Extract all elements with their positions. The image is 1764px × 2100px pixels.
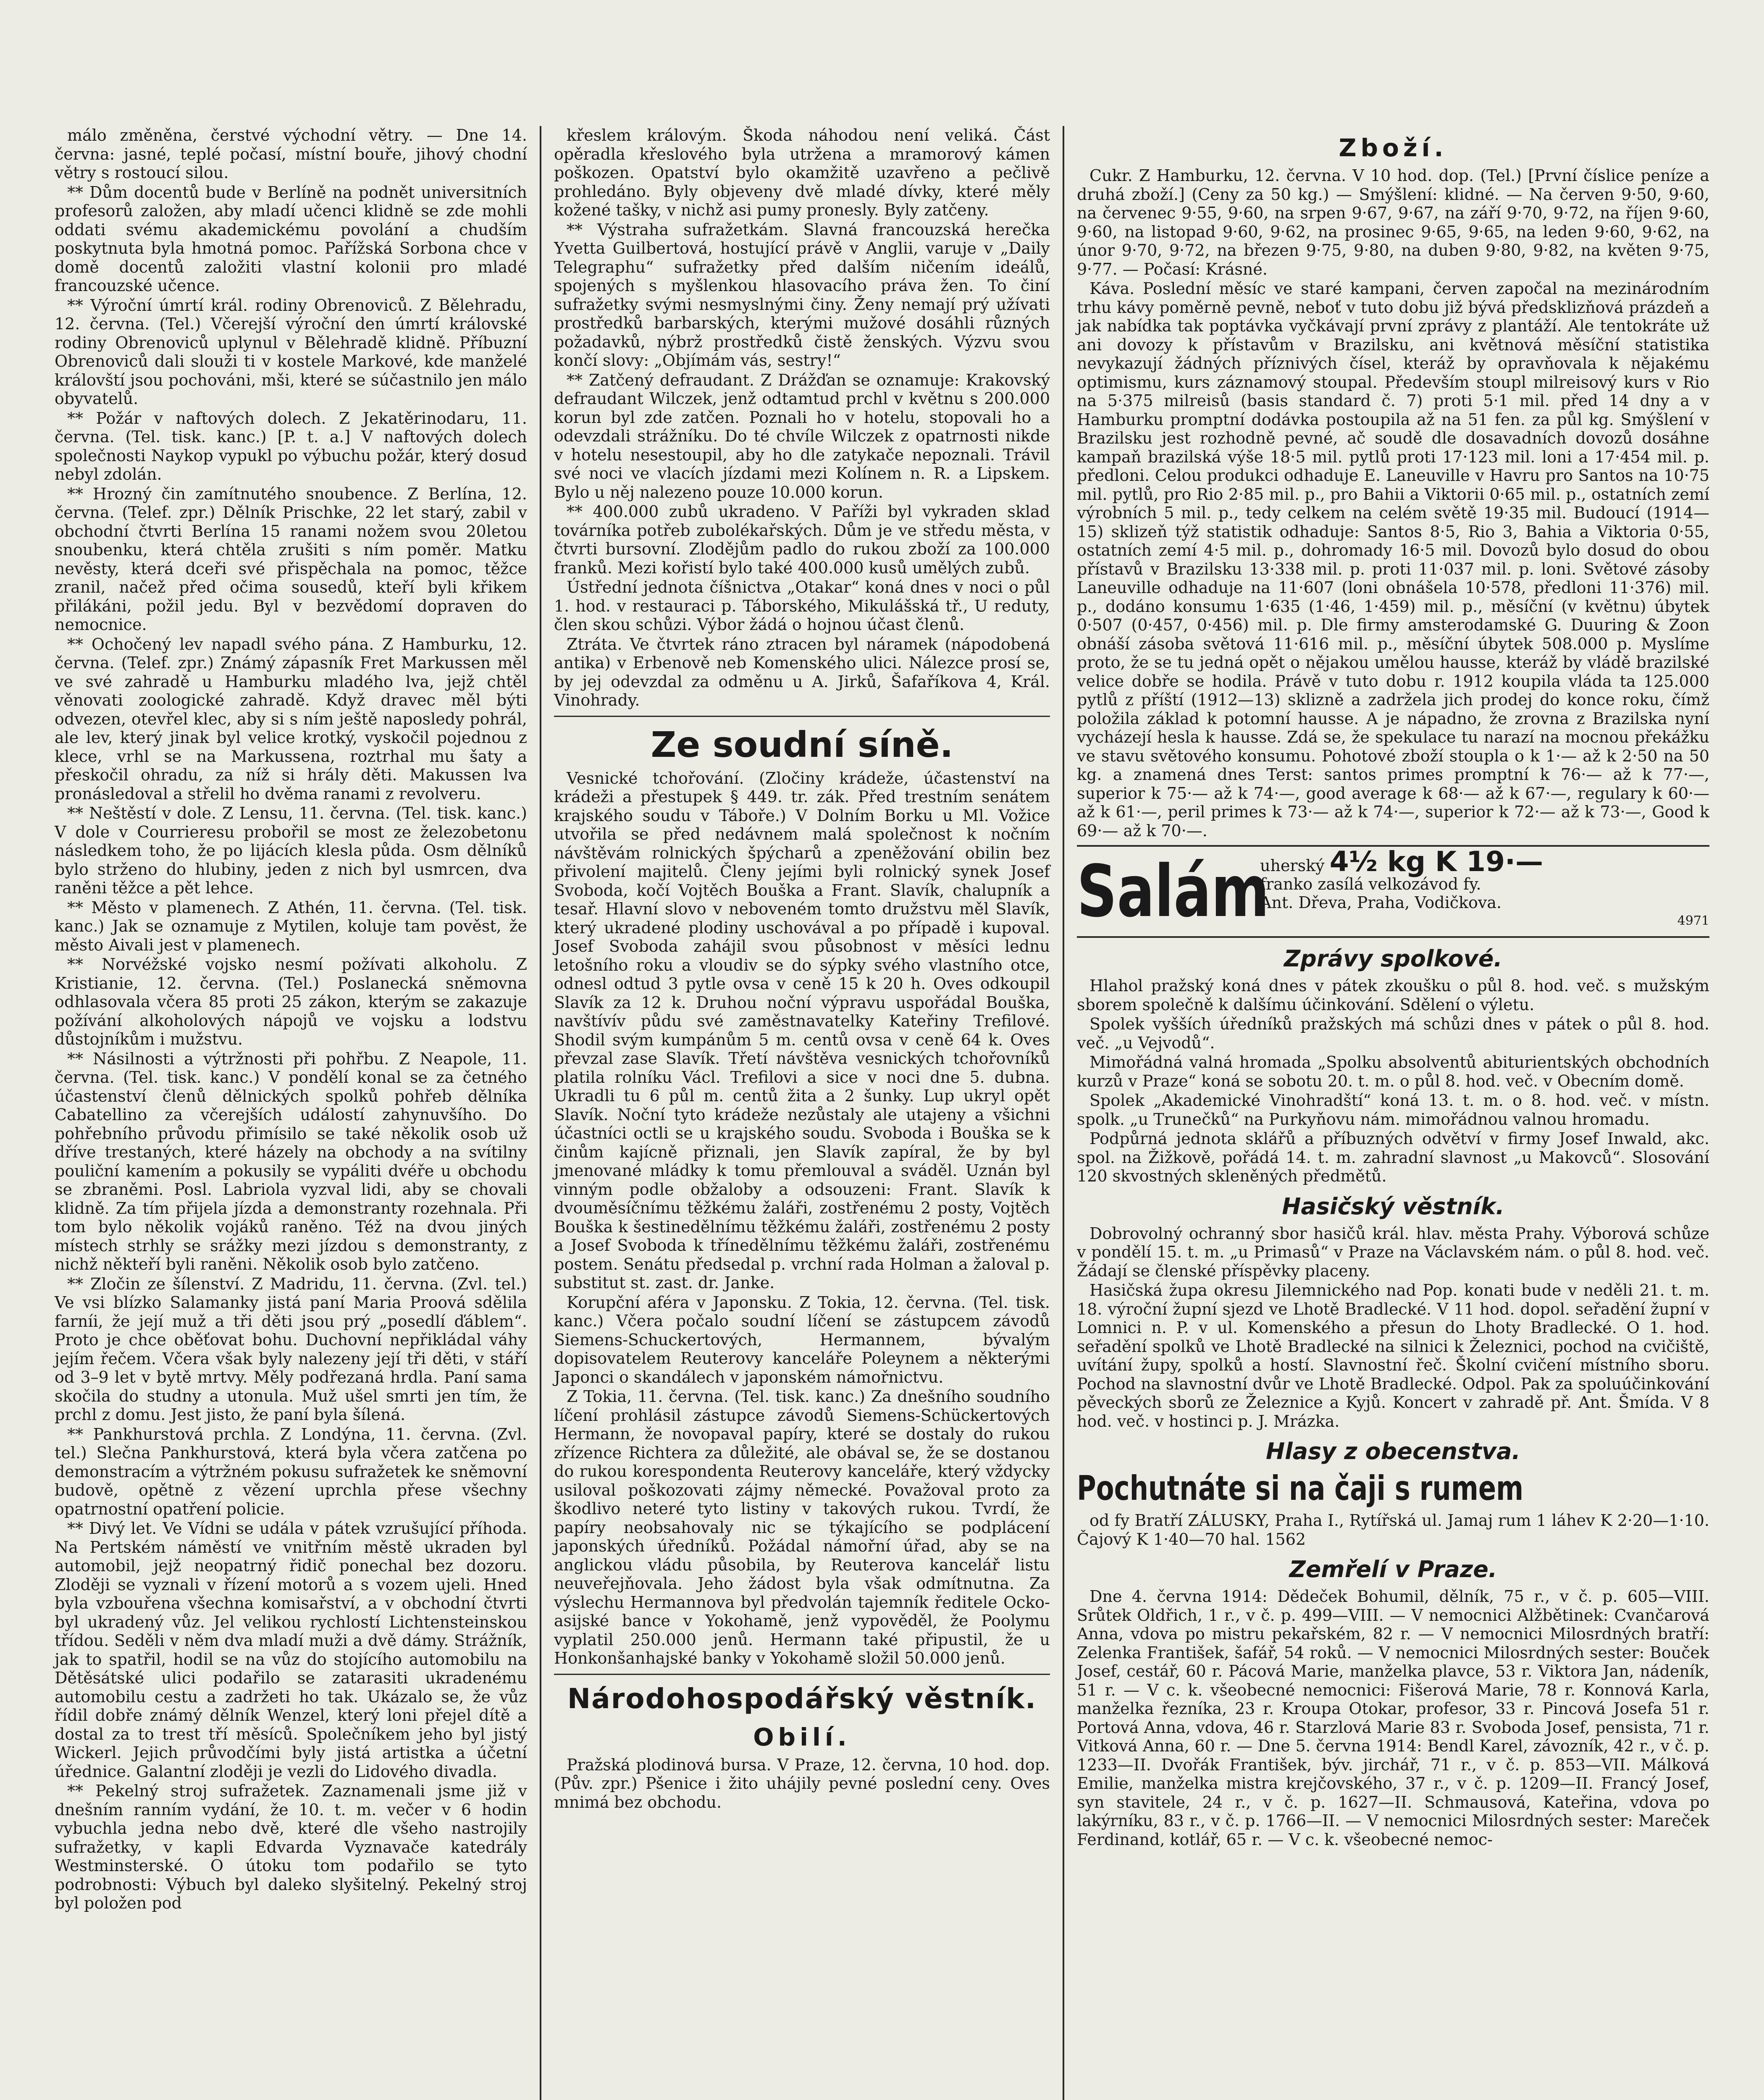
- article-paragraph: Pražská plodinová bursa. V Praze, 12. června, 10 hod. dop. (Pův. zpr.) Pšenice i žito uhájily pevné poslední ceny. Oves mnimá bez obchodu.: [554, 1755, 1050, 1811]
- article-paragraph: ** Divý let. Ve Vídni se udála v pátek vzrušující příhoda. Na Pertském náměstí ve vnitřním městě ukraden byl automobil, jejž neopatrný řidič ponechal bez dozoru. Zloději se vyznali v řízení motorů a s vozem ujeli. Hned byla vzbouřena všechna komisařství, a v obchodní čtvrti byl ukradený vůz. Jel velikou rychlostí Lichtensteinskou třídou. Seděli v něm dva mladí muži a dvě dámy. Strážník, jak to spatřil, hodil se na vůz do stojícího automobilu na Dětěsátské ulici podařilo se zatarasiti ukradenému automobilu cestu a zadržeti ho tak. Ukázalo se, že vůz řídil dobře známý dělník Wenzel, který loni přejel dítě a dostal za to trest tří měsíců. Společníkem jeho byl jistý Wickerl. Jejich průvodčími byly jistá artistka a účetní úřednice. Galantní zloději je vezli do Lidového divadla.: [55, 1519, 527, 1781]
- section-heading-economy: Národohospodářský věstník.: [567, 1682, 1037, 1715]
- section-heading-public-voices: Hlasy z obecenstva.: [1265, 1438, 1521, 1465]
- section-heading-deaths: Zemřelí v Praze.: [1289, 1556, 1497, 1583]
- ad-firm: Ant. Dřeva, Praha, Vodičkova.: [1260, 893, 1502, 912]
- article-paragraph: Hasičská župa okresu Jilemnického nad Pop. konati bude v neděli 21. t. m. 18. výroční župní sjezd ve Lhotě Bradlecké. V 11 hod. dopol. seřadění župní v Lomnici n. P. v ul. Komenského a přesun do Lhoty Bradlecké. O 1. hod. seřadění spolků ve Lhotě Bradlecké na silnici k Železnici, pochod na cvičiště, uvítání župy, spolků a hostí. Slavnostní řeč. Školní cvičení místního sboru. Pochod na slavnostní dvůr ve Lhotě Bradlecké. Odpol. Pak za spoluúčinkování pěveckých sborů ze Železnice a Kyjů. Koncert v zahradě př. Ant. Šmída. V 8 hod. več. v hostinci p. J. Mrázka.: [1077, 1281, 1709, 1431]
- section-heading-court: Ze soudní síně.: [651, 724, 953, 765]
- article-paragraph: Vesnické tchořování. (Zločiny krádeže, účastenství na krádeži a přestupek § 449. tr. zák. Před trestním senátem krajského soudu v Táboře.) V Dolním Borku u Ml. Vožice utvořila se před nedávnem malá společnost k nočním návštěvám rolnických špýcharů a zpeněžování obilin bez přivolení majitelů. Členy jejími byli rolnický synek Josef Svoboda, kočí Vojtěch Bouška a Frant. Slavík, chalupník a tesař. Hlavní slovo v neboveném tomto družstvu měl Slavík, který ukradené plodiny uschovával a po případě i kupoval. Josef Svoboda zahájil svou působnost v měsíci lednu letošního roku a vloudiv se do sýpky svého vlastního otce, odnesl odtud 3 pytle ovsa v ceně 15 k 20 h. Oves odkoupil Slavík za 12 k. Druhou noční výpravu uspořádal Bouška, navštívív půdu své zaměstnavatelky Kateřiny Trefilové. Shodil svým kumpánům 5 m. centů ovsa v ceně 64 k. Oves převzal zase Slavík. Třetí návštěva vesnických tchořovníků platila rolníku Václ. Trefilovi a sice v noci dne 5. dubna. Ukradli tu 6 půl m. centů žita a 2 šunky. Lup ukryl opět Slavík. Noční tyto krádeže nezůstaly ale utajeny a všichni účastníci octli se u krajského soudu. Svoboda i Bouška se k činům kajícně přiznali, jen Slavík zapíral, že by byl jmenované mládky k tomu přemlouval a sváděl. Uznán byl vinným podle obžaloby a odsouzeni: Frant. Slavík k dvouměsíčnímu těžkému žaláři, zostřenému 2 posty, Vojtěch Bouška k šestinedělnímu těžkému žaláři, zostřenému 2 posty a Josef Svoboda k třínedělnímu těžkému žaláři, zostřenému postem. Senátu předsedal p. vrchní rada Holman a žaloval p. substitut st. zast. dr. Janke.: [554, 769, 1050, 1292]
- article-paragraph: Hlahol pražský koná dnes v pátek zkoušku o půl 8. hod. več. s mužským sborem společně k dalšímu účinkování. Sdělení o výletu.: [1077, 976, 1709, 1014]
- article-paragraph: ** Město v plamenech. Z Athén, 11. června. (Tel. tisk. kanc.) Jak se oznamuje z Mytilen, koluje tam pověst, že město Aivali jest v plamenech.: [55, 898, 527, 954]
- notice-paragraph: Ztráta. Ve čtvrtek ráno ztracen byl náramek (nápodobená antika) v Erbenově neb Komenského ulici. Nálezce prosí se, by jej odevzdal za odměnu u A. Jirků, Šafaříkova 4, Král. Vinohrady.: [554, 635, 1050, 709]
- article-paragraph: křeslem královým. Škoda náhodou není veliká. Část opěradla křeslového byla utržena a mramorový kámen poškozen. Opatství bylo okamžitě uzavřeno a pečlivě prohledáno. Byly objeveny dvě mladé dívky, které měly kožené tašky, v nichž asi pumy pronesly. Byly zatčeny.: [554, 126, 1050, 219]
- article-paragraph: ** Násilnosti a výtržnosti při pohřbu. Z Neapole, 11. června. (Tel. tisk. kanc.) V pondělí konal se za četného účastenství členů dělnických spolků pohřeb dělníka Cabatellino za včerejších událostí zahynuvšího. Do pohřebního průvodu přimísilo se také několik osob už dříve trestaných, které házely na obchody a na svítilny pouliční kamením a pokusily se vypáliti dvéře u obchodu se zbraněmi. Posl. Labriola vyzval lidi, aby se chovali klidně. Za tím přijela jízda a demonstranty rozehnala. Při tom bylo několik vojáků raněno. Též na dvou jiných místech strhly se srážky mezi jízdou s demonstranty, z nichž někteří byli raněni. Několik osob bylo zatčeno.: [55, 1049, 527, 1273]
- weather-paragraph: málo změněna, čerstvé východní větry. — Dne 14. června: jasné, teplé počasí, místní bouře, jihový chodní větry s rostoucí silou.: [55, 126, 527, 182]
- article-paragraph: Spolek „Akademické Vinohradští“ koná 13. t. m. o 8. hod. več. v místn. spolk. „u Trunečků“ na Purkyňovu nám. mimořádnou valnou hromadu.: [1077, 1091, 1709, 1129]
- divider: [554, 1674, 1050, 1675]
- article-paragraph: Korupční aféra v Japonsku. Z Tokia, 12. června. (Tel. tisk. kanc.) Včera počalo soudní líčení se zástupcem závodů Siemens-Schuckertových, Hermannem, bývalým dopisovatelem Reuterovy kanceláře Poleynem a některými Japonci o skandálech v japonském námořnictvu.: [554, 1293, 1050, 1386]
- article-paragraph: ** Pankhurstová prchla. Z Londýna, 11. června. (Zvl. tel.) Slečna Pankhurstová, která byla včera zatčena po demonstracím a výtržném pokusu sufražetek ke sněmovní budově, opětně z vězení uprchla přese všechny opatrnostní opatření policie.: [55, 1425, 527, 1518]
- article-paragraph: Dobrovolný ochranný sbor hasičů král. hlav. města Prahy. Výborová schůze v pondělí 15. t. m. „u Primasů“ v Praze na Václavském nám. o půl 8. hod. več. Žádají se členské příspěvky placeny.: [1077, 1224, 1709, 1280]
- section-heading-clubs: Zprávy spolkové.: [1284, 945, 1502, 972]
- article-paragraph: Z Tokia, 11. června. (Tel. tisk. kanc.) Za dnešního soudního líčení prohlásil zástupce závodů Siemens-Schückertových Hermann, že novopaval papíry, které se dostaly do rukou zřízence Richtera za důležité, ale obával se, že se dostanou do rukou korespondenta Reuterovy kanceláře, který vždycky usiloval poškozovati zájmy německé. Považoval proto za škodlivo neteré tyto listiny v takových rukou. Tvrdí, že papíry neobsahovaly nic se týkajícího se podplácení japonských úředníků. Požádal námořní úřad, aby se na anglickou vládu působila, by Reuterova kancelář listu neuveřejňovala. Jeho žádost byla však odmítnutna. Za výslechu Hermannova byl předvolán tajemník ředitele Ocko-asijské bance v Yokohamě, jenž vypověděl, že Poolymu vyplatil 250.000 jenů. Hermann také připustil, že u Honkonšanhajské banky v Yokohamě složil 50.000 jenů.: [554, 1387, 1050, 1667]
- article-paragraph: Podpůrná jednota sklářů a příbuzných odvětví v firmy Josef Inwald, akc. spol. na Žižkově, pořádá 14. t. m. zahradní slavnost „u Makovců“. Slosování 120 skvostných skleněných předmětů.: [1077, 1129, 1709, 1185]
- article-paragraph: Mimořádná valná hromada „Spolku absolventů abiturientských obchodních kurzů v Praze“ koná se sobotu 20. t. m. o půl 8. hod. več. v Obecním domě.: [1077, 1053, 1709, 1090]
- ad-text-type: uherský: [1260, 856, 1325, 875]
- article-paragraph: ** Ochočený lev napadl svého pána. Z Hamburku, 12. června. (Telef. zpr.) Známý zápasník Fret Markussen měl ve své zahradě u Hamburku mladého lva, jejž chtěl věnovati zoologické zahradě. Když dravec měl býti odvezen, otevřel klec, aby si s ním ještě naposledy pohrál, ale lev, který jinak byl velice krotký, vyskočil pojednou z klece, vrhl se na Markussena, roztrhal mu šaty a přeskočil ohradu, za níž si hrály děti. Makussen lva pronásledoval a střelil ho dvěma ranami z revolveru.: [55, 635, 527, 803]
- article-paragraph: ** Pekelný stroj sufražetek. Zaznamenali jsme již v dnešním ranním vydání, že 10. t. m. večer v 6 hodin vybuchla jedna nebo dvě, které dle všeho nastrojily sufražetky, v kapli Edvarda Vyznavače katedrály Westminsterské. O útoku tom podařilo se tyto podrobnosti: Výbuch byl daleko slyšitelný. Pekelný stroj byl položen pod: [55, 1782, 527, 1912]
- ad-paragraph: od fy Bratří ZÁLUSKY, Praha I., Rytířská ul. Jamaj rum 1 láhev K 2·20—1·10. Čajový K 1·40—70 hal. 1562: [1077, 1511, 1709, 1549]
- subheading-grain: Obilí.: [753, 1722, 851, 1751]
- subheading-goods: Zboží.: [1339, 134, 1448, 162]
- ad-headline: Salám: [1077, 850, 1270, 933]
- section-heading-firefighters: Hasičský věstník.: [1282, 1193, 1504, 1220]
- article-paragraph: ** Zločin ze šílenství. Z Madridu, 11. června. (Zvl. tel.) Ve vsi blízko Salamanky jistá paní Maria Proová sdělila farníi, že její muž a tři děti jsou prý „posedlí ďáblem“. Proto je chce oběťovat bohu. Duchovní nepřikládal váhy jejím řečem. Včera však byly nalezeny její tři děti, v stáří od 3–9 let v bytě mrtvy. Měly podřezaná hrdla. Paní sama skočila do studny a utonula. Muž ušel smrti jen tím, že prchl z domu. Jest jisto, že paní byla šílená.: [55, 1274, 527, 1424]
- column-3: [1063, 126, 1722, 2100]
- article-paragraph: Cukr. Z Hamburku, 12. června. V 10 hod. dop. (Tel.) [První číslice peníze a druhá zboží.] (Ceny za 50 kg.) — Smýšlení: klidné. — Na červen 9·50, 9·60, na červenec 9·55, 9·60, na srpen 9·67, 9·67, na září 9·70, 9·72, na říjen 9·60, 9·60, na listopad 9·60, 9·62, na prosinec 9·65, 9·65, na leden 9·60, 9·62, na únor 9·70, 9·72, na březen 9·75, 9·80, na duben 9·80, 9·82, na květen 9·75, 9·77. — Počasí: Krásné.: [1077, 166, 1709, 278]
- article-paragraph: ** Dům docentů bude v Berlíně na podnět universitních profesorů založen, aby mladí učenci klidně se zde mohli oddati svému akademickému povolání a chudším poskytnuta byla hmotná pomoc. Pařížská Sorbona chce v domě docentů založiti vlastní kolonii pro mladé francouzské učence.: [55, 183, 527, 295]
- article-paragraph: ** Zatčený defraudant. Z Drážďan se oznamuje: Krakovský defraudant Wilczek, jenž odtamtud prchl v květnu s 200.000 korun byl zde zatčen. Poznali ho v hotelu, stopovali ho a odevzdali strážníku. Do té chvíle Wilczek z opatrnosti nikde v hotelu nesestoupil, aby ho dle zatykače nepoznali. Trávil své noci ve vlacích jízdami mezi Kolínem n. R. a Lipskem. Bylo u něj nalezeno pouze 10.000 korun.: [554, 370, 1050, 501]
- advertisement-tea-rum: Pochutnáte si na čaji s rumem: [1077, 1469, 1524, 1508]
- article-paragraph: Dne 4. června 1914: Dědeček Bohumil, dělník, 75 r., v č. p. 605—VIII. Srůtek Oldřich, 1 r., v č. p. 499—VIII. — V nemocnici Alžbětinek: Cvančarová Anna, vdova po mistru pekařském, 82 r. — V nemocnici Milosrdných bratří: Zelenka František, šafář, 54 roků. — V nemocnici Milosrdných sester: Bouček Josef, cestář, 60 r. Pácová Marie, manželka plavce, 53 r. Viktora Jan, nádeník, 51 r. — V c. k. všeobecné nemocnici: Fišerová Marie, 78 r. Konnová Karla, manželka řezníka, 23 r. Kroupa Otokar, profesor, 33 r. Pincová Josefa 51 r. Portová Anna, vdova, 46 r. Starzlová Marie 83 r. Svoboda Josef, pensista, 71 r. Vitková Anna, 60 r. — Dne 5. června 1914: Bendl Karel, závozník, 42 r., v č. p. 1233—II. Dvořák František, býv. jirchář, 71 r., v č. p. 853—VII. Málková Emilie, manželka mistra krejčovského, 37 r., v č. p. 1209—II. Francý Josef, syn stavitele, 24 r., v č. p. 1627—II. Schmausová, Kateřina, vdova po lakýrníku, 83 r., v č. p. 1766—II. — V nemocnici Milosrdných sester: Mareček Ferdinand, kotlář, 65 r. — V c. k. všeobecné nemoc-: [1077, 1587, 1709, 1849]
- article-paragraph: Káva. Poslední měsíc ve staré kampani, červen započal na mezinárodním trhu kávy poměrně pevně, neboť v tuto dobu již bývá předsklizňová prázdeň a jak nabídka tak poptávka vyčkávají první zprávy z plantáží. Ale tentokráte už ani dovozy k přístavům v Brazilsku, ani květnová měsíční statistika nevykazují žádných příznivých čísel, kteráž by opravňovala k nějakému optimismu, kurs záznamový stoupal. Především stoupl milreisový kurs v Rio na 5·375 milreisů (basis standard č. 7) proti 5·1 mil. před 14 dny a v Hamburku promptní dodávka postoupila až na 51 fen. za půl kg. Smýšlení v Brazilsku jest rozhodně pevné, ač soudě dle dosavadních dovozů dosáhne kampaň brazilská výše 18·5 mil. pytlů proti 17·123 mil. loni a 17·454 mil. p. předloni. Celou produkci odhaduje E. Laneuville v Havru pro Santos na 10·75 mil. pytlů, pro Rio 2·85 mil. p., pro Bahii a Viktorii 0·65 mil. p., ostatních zemí výrobních 5 mil. p., tedy celkem na celém světě 19·35 mil. Budoucí (1914—15) sklizeň týž statistik odhaduje: Santos 8·5, Rio 3, Bahia a Viktoria 0·55, ostatních zemí 4·5 mil. p., dohromady 16·5 mil. Dovozů bylo dosud do obou přístavů v Brazilsku 13·338 mil. p. proti 11·037 mil. p. loni. Světové zásoby Laneuville odhaduje na 11·607 (loni obnášela 10·578, předloni 11·376) mil. p., dodáno konsumu 1·635 (1·46, 1·459) mil. p., měsíční (v květnu) úbytek 0·507 (0·457, 0·456) mil. p. Dle firmy amsterodamské G. Duuring & Zoon obnáší zásoba světová 11·616 mil. p., měsíční úbytek 508.000 p. Myslíme proto, že se tu jedná opět o nějakou umělou hausse, kteráž by vládě brazilské velice dobře se hodila. Právě v tuto dobu r. 1912 koupila vláda ta 125.000 pytlů z příští (1912—13) sklizně a zadržela jich prodej do konce roku, čímž položila základ k potomní hausse. A je nápadno, že zrovna z Brazilska nyní vycházejí hesla k hausse. Zdá se, že spekulace tu narazí na mocnou překážku ve stavu světového konsumu. Pohotové zboží stoupla o k 1·— až k 2·50 na 50 kg. a znamená dnes Terst: santos primes promptní k 76·— až k 77·—, superior k 75·— až k 74·—, good average k 68·— až k 67·—, regulary k 60·— až k 61·—, peril primes k 73·— až k 74·—, superior k 72·— až k 73·—, Good k 69·— až k 70·—.: [1077, 279, 1709, 840]
- article-paragraph: ** Norvéžské vojsko nesmí požívati alkoholu. Z Kristianie, 12. června. (Tel.) Poslanecká sněmovna odhlasovala včera 85 proti 25 zákon, kterým se zakazuje požívání alkoholových nápojů ve vojsku a lodstvu důstojníkům i mužstvu.: [55, 955, 527, 1048]
- ad-text-shipping: franko zasílá velkozávod fy.: [1260, 875, 1481, 893]
- ad-number: 4971: [1677, 914, 1709, 928]
- advertisement-salami: [1077, 845, 1709, 938]
- divider: [554, 716, 1050, 717]
- column-2: [540, 126, 1063, 2100]
- notice-paragraph: Ústřední jednota číšnictva „Otakar“ koná dnes v noci o půl 1. hod. v restauraci p. Táborského, Mikulášská tř., U reduty, člen skou schůzi. Výbor žádá o hojnou účast členů.: [554, 578, 1050, 634]
- article-paragraph: ** Výstraha sufražetkám. Slavná francouzská herečka Yvetta Guilbertová, hostující právě v Anglii, varuje v „Daily Telegraphu“ sufražetky před dalším ničením ideálů, spojených s myšlenkou hlasovacího práva žen. To činí sufražetky svými nesmyslnými činy. Ženy nemají prý užívati prostředků barbarských, kterými mužové dosáhli různých požadavků, nýbrž prostředků čistě ženských. Výzvu svou končí slovy: „Objímám vás, sestry!“: [554, 220, 1050, 370]
- article-paragraph: ** Hrozný čin zamítnutého snoubence. Z Berlína, 12. června. (Telef. zpr.) Dělník Prischke, 22 let starý, zabil v obchodní čtvrti Berlína 15 ranami nožem svou 20letou snoubenku, která chtěla zrušiti s ním poměr. Matku nevěsty, která dceři své přispěchala na pomoc, těžce zranil, načež před očima sousedů, kteří byli křikem přilákáni, požil jedu. Byl v bezvědomí dopraven do nemocnice.: [55, 484, 527, 634]
- article-paragraph: ** Výroční úmrtí král. rodiny Obrenoviců. Z Bělehradu, 12. června. (Tel.) Včerejší výroční den úmrtí královské rodiny Obrenoviců uplynul v Bělehradě klidně. Příbuzní Obrenoviců dali slouži ti v kostele Markové, kde manželé královští jsou pochováni, mši, které se súčastnilo jen málo obyvatelů.: [55, 296, 527, 408]
- article-paragraph: Spolek vyšších úředníků pražských má schůzi dnes v pátek o půl 8. hod. več. „u Vejvodů“.: [1077, 1015, 1709, 1052]
- newspaper-page: [42, 126, 1722, 2100]
- ad-price: 4½ kg K 19·—: [1329, 845, 1544, 878]
- article-paragraph: ** 400.000 zubů ukradeno. V Paříži byl vykraden sklad továrníka potřeb zubolékařských. Dům je ve středu města, v čtvrti bursovní. Zlodějům padlo do rukou zboží za 100.000 franků. Mezi kořistí bylo také 400.000 kusů umělých zubů.: [554, 502, 1050, 577]
- article-paragraph: ** Neštěstí v dole. Z Lensu, 11. června. (Tel. tisk. kanc.) V dole v Courrieresu probořil se most ze železobetonu následkem toho, že po lijácích klesla půda. Osm dělníků bylo strženo do hlubiny, jeden z nich byl usmrcen, dva raněni těžce a pět lehce.: [55, 804, 527, 897]
- ad-body: [1260, 845, 1709, 930]
- column-1: [42, 126, 540, 2100]
- article-paragraph: ** Požár v naftových dolech. Z Jekatěrinodaru, 11. června. (Tel. tisk. kanc.) [P. t. a.] V naftových dolech společnosti Naykop vypukl po výbuchu požár, který dosud nebyl zdolán.: [55, 409, 527, 483]
